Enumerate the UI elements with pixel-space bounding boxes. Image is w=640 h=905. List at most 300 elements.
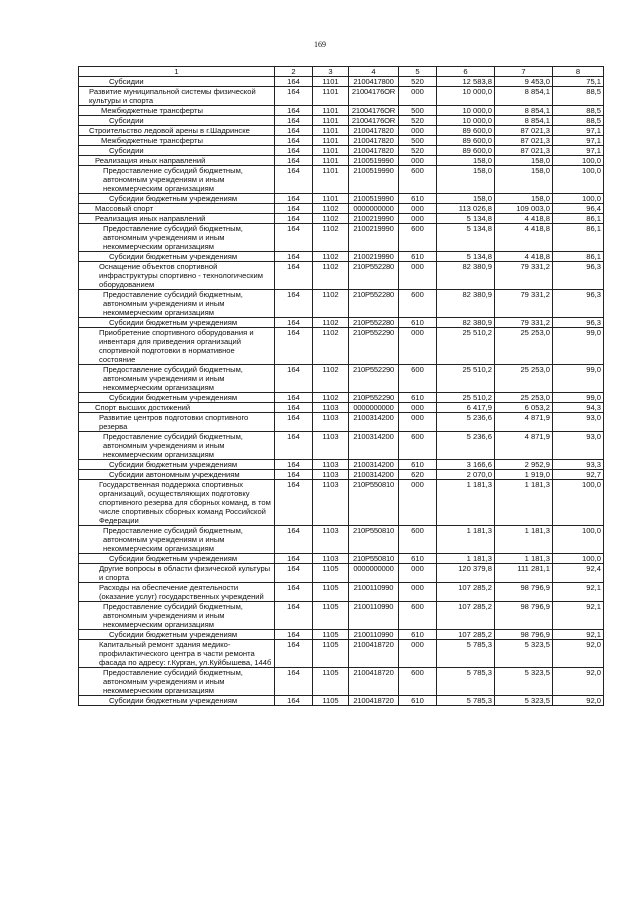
row-name-cell: Реализация иных направлений xyxy=(79,156,275,166)
expense-type-cell: 000 xyxy=(399,328,437,365)
section-code-cell: 1101 xyxy=(313,194,349,204)
table-row xyxy=(79,194,604,204)
row-name-cell: Субсидии бюджетным учреждениям xyxy=(79,318,275,328)
percent-cell: 100,0 xyxy=(553,554,604,564)
expense-type-cell: 000 xyxy=(399,480,437,526)
actual-amount-cell: 25 253,0 xyxy=(495,328,553,365)
table-row xyxy=(79,262,604,290)
target-article-cell: 210P552290 xyxy=(349,328,399,365)
actual-amount-cell: 158,0 xyxy=(495,156,553,166)
table-row xyxy=(79,106,604,116)
target-article-cell: 210P552290 xyxy=(349,393,399,403)
target-article-cell: 2100417820 xyxy=(349,146,399,156)
row-name-cell: Другие вопросы в области физической культуры и спорта xyxy=(79,564,275,583)
plan-amount-cell: 107 285,2 xyxy=(437,630,495,640)
target-article-cell: 210P552290 xyxy=(349,365,399,393)
table-row xyxy=(79,328,604,365)
plan-amount-cell: 10 000,0 xyxy=(437,116,495,126)
ministry-code-cell: 164 xyxy=(275,290,313,318)
actual-amount-cell: 8 854,1 xyxy=(495,106,553,116)
budget-table xyxy=(78,66,604,706)
header-row xyxy=(79,67,604,77)
target-article-cell: 2100418720 xyxy=(349,668,399,696)
section-code-cell: 1102 xyxy=(313,214,349,224)
row-name-cell: Развитие муниципальной системы физической культуры и спорта xyxy=(79,87,275,106)
percent-cell: 92,1 xyxy=(553,602,604,630)
section-code-cell: 1105 xyxy=(313,696,349,706)
row-name-cell: Предоставление субсидий бюджетным, автономным учреждениям и иным некоммерческим организациям xyxy=(79,602,275,630)
actual-amount-cell: 87 021,3 xyxy=(495,126,553,136)
ministry-code-cell: 164 xyxy=(275,630,313,640)
percent-cell: 99,0 xyxy=(553,365,604,393)
actual-amount-cell: 4 418,8 xyxy=(495,214,553,224)
row-name-cell: Субсидии бюджетным учреждениям xyxy=(79,696,275,706)
plan-amount-cell: 120 379,8 xyxy=(437,564,495,583)
percent-cell: 92,1 xyxy=(553,630,604,640)
section-code-cell: 1101 xyxy=(313,126,349,136)
section-code-cell: 1102 xyxy=(313,204,349,214)
plan-amount-cell: 5 134,8 xyxy=(437,224,495,252)
actual-amount-cell: 1 919,0 xyxy=(495,470,553,480)
percent-cell: 93,3 xyxy=(553,460,604,470)
percent-cell: 100,0 xyxy=(553,166,604,194)
row-name-cell: Государственная поддержка спортивных организаций, осуществляющих подготовку спортивного резерва для сборных команд, в том числе спортивных сборных команд Российской Федерации xyxy=(79,480,275,526)
ministry-code-cell: 164 xyxy=(275,87,313,106)
plan-amount-cell: 158,0 xyxy=(437,166,495,194)
target-article-cell: 0000000000 xyxy=(349,204,399,214)
actual-amount-cell: 8 854,1 xyxy=(495,87,553,106)
row-name-cell: Реализация иных направлений xyxy=(79,214,275,224)
row-name-cell: Массовый спорт xyxy=(79,204,275,214)
percent-cell: 94,3 xyxy=(553,403,604,413)
ministry-code-cell: 164 xyxy=(275,526,313,554)
table-row xyxy=(79,696,604,706)
ministry-code-cell: 164 xyxy=(275,136,313,146)
plan-amount-cell: 6 417,9 xyxy=(437,403,495,413)
actual-amount-cell: 1 181,3 xyxy=(495,480,553,526)
section-code-cell: 1105 xyxy=(313,564,349,583)
actual-amount-cell: 4 871,9 xyxy=(495,413,553,432)
target-article-cell: 2100417820 xyxy=(349,136,399,146)
section-code-cell: 1102 xyxy=(313,328,349,365)
table-row xyxy=(79,630,604,640)
section-code-cell: 1101 xyxy=(313,146,349,156)
plan-amount-cell: 5 236,6 xyxy=(437,413,495,432)
plan-amount-cell: 82 380,9 xyxy=(437,318,495,328)
percent-cell: 86,1 xyxy=(553,224,604,252)
ministry-code-cell: 164 xyxy=(275,668,313,696)
row-name-cell: Капитальный ремонт здания медико-профилактического центра в части ремонта фасада по адресу: г.Курган, ул.Куйбышева, 144б xyxy=(79,640,275,668)
ministry-code-cell: 164 xyxy=(275,460,313,470)
table-row xyxy=(79,365,604,393)
row-name-cell: Строительство ледовой арены в г.Шадринске xyxy=(79,126,275,136)
table-row xyxy=(79,87,604,106)
plan-amount-cell: 2 070,0 xyxy=(437,470,495,480)
expense-type-cell: 610 xyxy=(399,318,437,328)
target-article-cell: 210P552280 xyxy=(349,290,399,318)
table-row xyxy=(79,224,604,252)
plan-amount-cell: 5 785,3 xyxy=(437,640,495,668)
row-name-cell: Приобретение спортивного оборудования и инвентаря для приведения организаций спортивной подготовки в нормативное состояние xyxy=(79,328,275,365)
page-number: 169 xyxy=(314,40,326,49)
expense-type-cell: 000 xyxy=(399,262,437,290)
plan-amount-cell: 113 026,8 xyxy=(437,204,495,214)
section-code-cell: 1101 xyxy=(313,116,349,126)
ministry-code-cell: 164 xyxy=(275,432,313,460)
row-name-cell: Межбюджетные трансферты xyxy=(79,106,275,116)
table-row xyxy=(79,470,604,480)
target-article-cell: 2100219990 xyxy=(349,252,399,262)
row-name-cell: Субсидии бюджетным учреждениям xyxy=(79,393,275,403)
row-name-cell: Субсидии бюджетным учреждениям xyxy=(79,554,275,564)
percent-cell: 75,1 xyxy=(553,77,604,87)
percent-cell: 92,0 xyxy=(553,640,604,668)
row-name-cell: Спорт высших достижений xyxy=(79,403,275,413)
table-row xyxy=(79,526,604,554)
target-article-cell: 2100110990 xyxy=(349,630,399,640)
section-code-cell: 1103 xyxy=(313,413,349,432)
ministry-code-cell: 164 xyxy=(275,116,313,126)
percent-cell: 100,0 xyxy=(553,480,604,526)
target-article-cell: 2100519990 xyxy=(349,156,399,166)
plan-amount-cell: 25 510,2 xyxy=(437,365,495,393)
actual-amount-cell: 158,0 xyxy=(495,166,553,194)
plan-amount-cell: 5 134,8 xyxy=(437,214,495,224)
percent-cell: 86,1 xyxy=(553,214,604,224)
plan-amount-cell: 158,0 xyxy=(437,156,495,166)
ministry-code-cell: 164 xyxy=(275,696,313,706)
row-name-cell: Субсидии бюджетным учреждениям xyxy=(79,460,275,470)
ministry-code-cell: 164 xyxy=(275,204,313,214)
plan-amount-cell: 158,0 xyxy=(437,194,495,204)
actual-amount-cell: 5 323,5 xyxy=(495,640,553,668)
section-code-cell: 1105 xyxy=(313,602,349,630)
table-row xyxy=(79,156,604,166)
target-article-cell: 2100418720 xyxy=(349,640,399,668)
actual-amount-cell: 109 003,0 xyxy=(495,204,553,214)
plan-amount-cell: 25 510,2 xyxy=(437,328,495,365)
percent-cell: 96,3 xyxy=(553,262,604,290)
ministry-code-cell: 164 xyxy=(275,602,313,630)
expense-type-cell: 600 xyxy=(399,224,437,252)
percent-cell: 96,3 xyxy=(553,318,604,328)
percent-cell: 92,4 xyxy=(553,564,604,583)
table-row xyxy=(79,460,604,470)
actual-amount-cell: 25 253,0 xyxy=(495,365,553,393)
percent-cell: 92,0 xyxy=(553,696,604,706)
row-name-cell: Субсидии бюджетным учреждениям xyxy=(79,194,275,204)
table-row xyxy=(79,480,604,526)
section-code-cell: 1102 xyxy=(313,393,349,403)
row-name-cell: Субсидии бюджетным учреждениям xyxy=(79,630,275,640)
target-article-cell: 2100314200 xyxy=(349,413,399,432)
plan-amount-cell: 82 380,9 xyxy=(437,262,495,290)
actual-amount-cell: 98 796,9 xyxy=(495,602,553,630)
plan-amount-cell: 82 380,9 xyxy=(437,290,495,318)
percent-cell: 93,0 xyxy=(553,432,604,460)
row-name-cell: Развитие центров подготовки спортивного резерва xyxy=(79,413,275,432)
table-row xyxy=(79,252,604,262)
actual-amount-cell: 1 181,3 xyxy=(495,526,553,554)
column-header: 5 xyxy=(399,67,437,77)
expense-type-cell: 600 xyxy=(399,602,437,630)
target-article-cell: 0000000000 xyxy=(349,403,399,413)
actual-amount-cell: 4 871,9 xyxy=(495,432,553,460)
table-row xyxy=(79,318,604,328)
target-article-cell: 2100314200 xyxy=(349,460,399,470)
percent-cell: 100,0 xyxy=(553,194,604,204)
expense-type-cell: 610 xyxy=(399,460,437,470)
table-row xyxy=(79,214,604,224)
column-header: 1 xyxy=(79,67,275,77)
row-name-cell: Предоставление субсидий бюджетным, автономным учреждениям и иным некоммерческим организациям xyxy=(79,365,275,393)
plan-amount-cell: 10 000,0 xyxy=(437,106,495,116)
section-code-cell: 1103 xyxy=(313,460,349,470)
plan-amount-cell: 1 181,3 xyxy=(437,526,495,554)
row-name-cell: Предоставление субсидий бюджетным, автономным учреждениям и иным некоммерческим организациям xyxy=(79,432,275,460)
percent-cell: 86,1 xyxy=(553,252,604,262)
target-article-cell: 21004176OR xyxy=(349,116,399,126)
target-article-cell: 2100219990 xyxy=(349,214,399,224)
section-code-cell: 1105 xyxy=(313,583,349,602)
ministry-code-cell: 164 xyxy=(275,126,313,136)
target-article-cell: 210P552280 xyxy=(349,262,399,290)
percent-cell: 99,0 xyxy=(553,393,604,403)
expense-type-cell: 000 xyxy=(399,413,437,432)
target-article-cell: 2100314200 xyxy=(349,470,399,480)
row-name-cell: Субсидии xyxy=(79,116,275,126)
table-row xyxy=(79,166,604,194)
section-code-cell: 1105 xyxy=(313,640,349,668)
plan-amount-cell: 1 181,3 xyxy=(437,480,495,526)
target-article-cell: 2100110990 xyxy=(349,583,399,602)
percent-cell: 88,5 xyxy=(553,116,604,126)
percent-cell: 100,0 xyxy=(553,526,604,554)
section-code-cell: 1101 xyxy=(313,136,349,146)
expense-type-cell: 000 xyxy=(399,87,437,106)
expense-type-cell: 000 xyxy=(399,640,437,668)
actual-amount-cell: 9 453,0 xyxy=(495,77,553,87)
percent-cell: 96,3 xyxy=(553,290,604,318)
section-code-cell: 1102 xyxy=(313,290,349,318)
actual-amount-cell: 1 181,3 xyxy=(495,554,553,564)
section-code-cell: 1103 xyxy=(313,480,349,526)
plan-amount-cell: 5 785,3 xyxy=(437,696,495,706)
expense-type-cell: 600 xyxy=(399,290,437,318)
table-row xyxy=(79,116,604,126)
table-row xyxy=(79,668,604,696)
ministry-code-cell: 164 xyxy=(275,224,313,252)
section-code-cell: 1102 xyxy=(313,318,349,328)
expense-type-cell: 600 xyxy=(399,166,437,194)
expense-type-cell: 600 xyxy=(399,526,437,554)
expense-type-cell: 520 xyxy=(399,77,437,87)
target-article-cell: 21004176OR xyxy=(349,106,399,116)
table-row xyxy=(79,602,604,630)
row-name-cell: Расходы на обеспечение деятельности (оказание услуг) государственных учреждений xyxy=(79,583,275,602)
section-code-cell: 1105 xyxy=(313,630,349,640)
expense-type-cell: 600 xyxy=(399,668,437,696)
column-header: 8 xyxy=(553,67,604,77)
table-row xyxy=(79,403,604,413)
plan-amount-cell: 89 600,0 xyxy=(437,126,495,136)
table-row xyxy=(79,583,604,602)
actual-amount-cell: 2 952,9 xyxy=(495,460,553,470)
target-article-cell: 2100219990 xyxy=(349,224,399,252)
percent-cell: 97,1 xyxy=(553,136,604,146)
percent-cell: 92,0 xyxy=(553,668,604,696)
section-code-cell: 1101 xyxy=(313,106,349,116)
section-code-cell: 1102 xyxy=(313,262,349,290)
ministry-code-cell: 164 xyxy=(275,318,313,328)
actual-amount-cell: 87 021,3 xyxy=(495,146,553,156)
ministry-code-cell: 164 xyxy=(275,262,313,290)
section-code-cell: 1101 xyxy=(313,87,349,106)
percent-cell: 88,5 xyxy=(553,106,604,116)
target-article-cell: 2100314200 xyxy=(349,432,399,460)
column-header: 6 xyxy=(437,67,495,77)
section-code-cell: 1101 xyxy=(313,166,349,194)
target-article-cell: 210P550810 xyxy=(349,554,399,564)
actual-amount-cell: 4 418,8 xyxy=(495,252,553,262)
row-name-cell: Предоставление субсидий бюджетным, автономным учреждениям и иным некоммерческим организациям xyxy=(79,166,275,194)
actual-amount-cell: 8 854,1 xyxy=(495,116,553,126)
expense-type-cell: 610 xyxy=(399,696,437,706)
row-name-cell: Субсидии автономным учреждениям xyxy=(79,470,275,480)
actual-amount-cell: 5 323,5 xyxy=(495,668,553,696)
ministry-code-cell: 164 xyxy=(275,106,313,116)
row-name-cell: Предоставление субсидий бюджетным, автономным учреждениям и иным некоммерческим организациям xyxy=(79,224,275,252)
section-code-cell: 1103 xyxy=(313,470,349,480)
actual-amount-cell: 98 796,9 xyxy=(495,583,553,602)
expense-type-cell: 610 xyxy=(399,194,437,204)
column-header: 3 xyxy=(313,67,349,77)
section-code-cell: 1102 xyxy=(313,224,349,252)
ministry-code-cell: 164 xyxy=(275,328,313,365)
plan-amount-cell: 12 583,8 xyxy=(437,77,495,87)
table-row xyxy=(79,564,604,583)
row-name-cell: Оснащение объектов спортивной инфраструктуры спортивно - технологическим оборудованием xyxy=(79,262,275,290)
section-code-cell: 1103 xyxy=(313,554,349,564)
percent-cell: 97,1 xyxy=(553,126,604,136)
expense-type-cell: 610 xyxy=(399,393,437,403)
expense-type-cell: 500 xyxy=(399,136,437,146)
row-name-cell: Межбюджетные трансферты xyxy=(79,136,275,146)
column-header: 4 xyxy=(349,67,399,77)
ministry-code-cell: 164 xyxy=(275,214,313,224)
target-article-cell: 210P550810 xyxy=(349,526,399,554)
expense-type-cell: 520 xyxy=(399,116,437,126)
plan-amount-cell: 107 285,2 xyxy=(437,583,495,602)
ministry-code-cell: 164 xyxy=(275,146,313,156)
plan-amount-cell: 1 181,3 xyxy=(437,554,495,564)
target-article-cell: 2100418720 xyxy=(349,696,399,706)
ministry-code-cell: 164 xyxy=(275,365,313,393)
target-article-cell: 2100417820 xyxy=(349,126,399,136)
section-code-cell: 1101 xyxy=(313,77,349,87)
section-code-cell: 1102 xyxy=(313,252,349,262)
plan-amount-cell: 5 785,3 xyxy=(437,668,495,696)
table-row xyxy=(79,136,604,146)
table-row xyxy=(79,77,604,87)
row-name-cell: Субсидии xyxy=(79,146,275,156)
percent-cell: 96,4 xyxy=(553,204,604,214)
expense-type-cell: 610 xyxy=(399,630,437,640)
ministry-code-cell: 164 xyxy=(275,564,313,583)
table-row xyxy=(79,146,604,156)
row-name-cell: Предоставление субсидий бюджетным, автономным учреждениям и иным некоммерческим организациям xyxy=(79,668,275,696)
expense-type-cell: 520 xyxy=(399,146,437,156)
expense-type-cell: 000 xyxy=(399,204,437,214)
plan-amount-cell: 89 600,0 xyxy=(437,136,495,146)
expense-type-cell: 610 xyxy=(399,252,437,262)
plan-amount-cell: 89 600,0 xyxy=(437,146,495,156)
row-name-cell: Предоставление субсидий бюджетным, автономным учреждениям и иным некоммерческим организациям xyxy=(79,290,275,318)
ministry-code-cell: 164 xyxy=(275,583,313,602)
column-header: 7 xyxy=(495,67,553,77)
target-article-cell: 2100519990 xyxy=(349,166,399,194)
table-row xyxy=(79,432,604,460)
expense-type-cell: 500 xyxy=(399,106,437,116)
ministry-code-cell: 164 xyxy=(275,77,313,87)
actual-amount-cell: 98 796,9 xyxy=(495,630,553,640)
percent-cell: 92,1 xyxy=(553,583,604,602)
ministry-code-cell: 164 xyxy=(275,403,313,413)
target-article-cell: 21004176OR xyxy=(349,87,399,106)
row-name-cell: Субсидии xyxy=(79,77,275,87)
percent-cell: 100,0 xyxy=(553,156,604,166)
ministry-code-cell: 164 xyxy=(275,252,313,262)
plan-amount-cell: 3 166,6 xyxy=(437,460,495,470)
percent-cell: 97,1 xyxy=(553,146,604,156)
target-article-cell: 2100110990 xyxy=(349,602,399,630)
ministry-code-cell: 164 xyxy=(275,554,313,564)
table-row xyxy=(79,413,604,432)
row-name-cell: Предоставление субсидий бюджетным, автономным учреждениям и иным некоммерческим организациям xyxy=(79,526,275,554)
ministry-code-cell: 164 xyxy=(275,393,313,403)
table-row xyxy=(79,126,604,136)
section-code-cell: 1103 xyxy=(313,403,349,413)
plan-amount-cell: 5 236,6 xyxy=(437,432,495,460)
ministry-code-cell: 164 xyxy=(275,470,313,480)
actual-amount-cell: 87 021,3 xyxy=(495,136,553,146)
expense-type-cell: 600 xyxy=(399,432,437,460)
percent-cell: 92,7 xyxy=(553,470,604,480)
section-code-cell: 1105 xyxy=(313,668,349,696)
percent-cell: 88,5 xyxy=(553,87,604,106)
actual-amount-cell: 79 331,2 xyxy=(495,318,553,328)
target-article-cell: 2100417800 xyxy=(349,77,399,87)
target-article-cell: 0000000000 xyxy=(349,564,399,583)
expense-type-cell: 000 xyxy=(399,214,437,224)
plan-amount-cell: 107 285,2 xyxy=(437,602,495,630)
expense-type-cell: 000 xyxy=(399,126,437,136)
actual-amount-cell: 5 323,5 xyxy=(495,696,553,706)
column-header: 2 xyxy=(275,67,313,77)
target-article-cell: 2100519990 xyxy=(349,194,399,204)
ministry-code-cell: 164 xyxy=(275,194,313,204)
section-code-cell: 1101 xyxy=(313,156,349,166)
table-row xyxy=(79,204,604,214)
actual-amount-cell: 6 053,2 xyxy=(495,403,553,413)
target-article-cell: 210P552280 xyxy=(349,318,399,328)
actual-amount-cell: 111 281,1 xyxy=(495,564,553,583)
plan-amount-cell: 25 510,2 xyxy=(437,393,495,403)
actual-amount-cell: 4 418,8 xyxy=(495,224,553,252)
section-code-cell: 1102 xyxy=(313,365,349,393)
plan-amount-cell: 10 000,0 xyxy=(437,87,495,106)
expense-type-cell: 000 xyxy=(399,156,437,166)
